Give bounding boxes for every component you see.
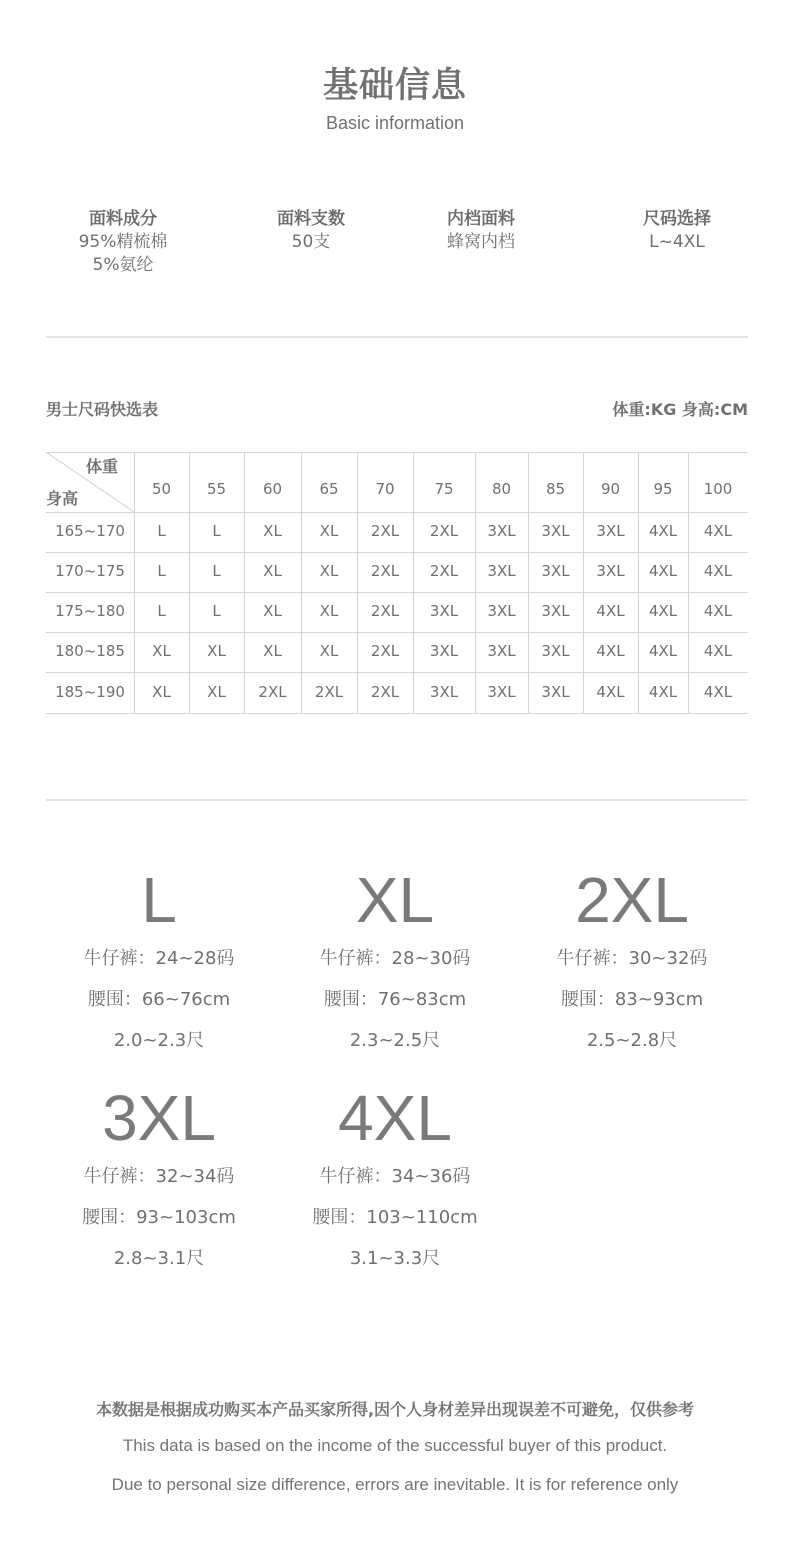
size-cell: 4XL xyxy=(596,642,625,660)
size-cell: XL xyxy=(152,642,171,660)
size-cell: L xyxy=(157,562,166,580)
size-cell: XL xyxy=(319,602,339,620)
table-row-line xyxy=(46,552,748,553)
size-cell: 2XL xyxy=(370,642,400,660)
size-cell: 4XL xyxy=(703,602,733,620)
chi-size: 2.8~3.1尺 xyxy=(113,1248,205,1269)
size-cell: 2XL xyxy=(370,602,400,620)
attr-size-range xyxy=(582,208,772,254)
height-header: 175~180 xyxy=(55,602,125,620)
table-row-line xyxy=(46,632,748,633)
table-row-line xyxy=(46,592,748,593)
size-cell: 4XL xyxy=(648,562,678,580)
attr-value: 50支 xyxy=(291,232,331,252)
attr-value: 5%氨纶 xyxy=(92,255,154,275)
size-table-title: 男士尺码快选表 xyxy=(46,400,159,419)
chi-size: 2.3~2.5尺 xyxy=(349,1030,441,1051)
disclaimer-cn: 本数据是根据成功购买本产品买家所得,因个人身材差异出现误差不可避免，仅供参考 xyxy=(95,1400,695,1419)
waist-size: 腰围：66~76cm xyxy=(87,989,231,1010)
attr-label: 尺码选择 xyxy=(643,209,711,229)
weight-header: 75 xyxy=(434,480,454,498)
attr-value: 蜂窝内档 xyxy=(447,232,515,252)
disclaimer-en-1: This data is based on the income of the successful buyer of this product. xyxy=(122,1436,668,1455)
weight-header: 55 xyxy=(206,480,227,498)
jeans-size: 牛仔裤：32~34码 xyxy=(83,1166,235,1187)
height-header: 170~175 xyxy=(55,562,125,580)
table-row-line xyxy=(46,672,748,673)
size-cell: 3XL xyxy=(487,682,516,701)
size-cell: 2XL xyxy=(258,682,287,701)
size-cell: XL xyxy=(319,522,339,540)
size-cell: 4XL xyxy=(596,602,625,620)
chi-size: 2.0~2.3尺 xyxy=(113,1030,205,1051)
size-cell: 3XL xyxy=(596,522,625,540)
size-cell: XL xyxy=(152,682,171,701)
jeans-size: 牛仔裤：24~28码 xyxy=(83,948,235,969)
jeans-size: 牛仔裤：28~30码 xyxy=(319,948,471,969)
divider xyxy=(46,799,748,801)
attr-lining-fabric xyxy=(386,208,576,254)
size-cell: 4XL xyxy=(703,642,733,660)
size-cell: L xyxy=(157,602,166,620)
size-cell: 3XL xyxy=(487,522,516,540)
attr-label: 面料支数 xyxy=(277,209,345,229)
size-label: 4XL xyxy=(338,1082,452,1154)
weight-header: 70 xyxy=(375,480,395,498)
weight-header: 65 xyxy=(319,480,339,498)
size-cell: 4XL xyxy=(648,602,678,620)
size-table-units: 体重:KG 身高:CM xyxy=(612,400,748,419)
waist-size: 腰围：93~103cm xyxy=(82,1207,236,1228)
weight-header: 60 xyxy=(262,480,283,498)
size-cell: 2XL xyxy=(370,562,400,580)
size-cell: 2XL xyxy=(370,682,400,701)
size-cell: L xyxy=(212,602,221,620)
divider xyxy=(46,336,748,338)
size-label: 3XL xyxy=(102,1082,216,1154)
size-cell: L xyxy=(212,562,221,580)
size-cell: XL xyxy=(207,642,226,660)
size-cell: XL xyxy=(207,682,226,701)
size-cell: XL xyxy=(319,642,339,660)
size-label: XL xyxy=(355,864,435,936)
jeans-size: 牛仔裤：34~36码 xyxy=(319,1166,471,1187)
weight-header: 90 xyxy=(600,480,621,498)
table-row-line xyxy=(46,713,748,714)
size-cell: 3XL xyxy=(429,602,459,620)
size-block-l xyxy=(39,864,279,1061)
corner-weight-label: 体重 xyxy=(86,457,119,476)
page-title: 基础信息 xyxy=(322,66,467,106)
size-cell: 4XL xyxy=(596,682,625,701)
size-cell: 4XL xyxy=(703,682,733,701)
size-cell: 4XL xyxy=(648,642,678,660)
chi-size: 2.5~2.8尺 xyxy=(586,1030,678,1051)
size-cell: 3XL xyxy=(487,602,516,620)
jeans-size: 牛仔裤：30~32码 xyxy=(556,948,708,969)
height-header: 165~170 xyxy=(55,522,125,540)
size-block-4xl xyxy=(275,1082,515,1279)
attr-label: 内档面料 xyxy=(447,209,515,229)
height-header: 185~190 xyxy=(55,682,125,701)
attr-fabric-composition xyxy=(28,208,218,277)
size-cell: 2XL xyxy=(429,562,459,580)
attr-value: 95%精梳棉 xyxy=(78,232,168,252)
size-label: L xyxy=(141,864,177,936)
size-cell: XL xyxy=(263,602,282,620)
weight-header: 80 xyxy=(491,480,512,498)
size-cell: 2XL xyxy=(314,682,344,701)
size-cell: 4XL xyxy=(648,522,678,540)
size-cell: 3XL xyxy=(541,522,570,540)
attr-label: 面料成分 xyxy=(89,209,157,229)
size-cell: L xyxy=(212,522,221,540)
weight-header: 50 xyxy=(151,480,172,498)
size-cell: 4XL xyxy=(703,522,733,540)
size-cell: 4XL xyxy=(703,562,733,580)
size-cell: XL xyxy=(263,642,282,660)
size-cell: 3XL xyxy=(596,562,625,580)
size-block-xl xyxy=(275,864,515,1061)
size-cell: 3XL xyxy=(541,642,570,660)
table-row-line xyxy=(46,452,748,453)
size-cell: 3XL xyxy=(429,682,459,701)
size-cell: 3XL xyxy=(541,562,570,580)
size-label: 2XL xyxy=(575,864,689,936)
waist-size: 腰围：103~110cm xyxy=(312,1207,478,1228)
chi-size: 3.1~3.3尺 xyxy=(349,1248,441,1269)
size-cell: XL xyxy=(319,562,339,580)
table-row-line xyxy=(46,512,748,513)
size-cell: XL xyxy=(263,562,282,580)
size-cell: L xyxy=(157,522,166,540)
size-table xyxy=(46,452,748,714)
waist-size: 腰围：76~83cm xyxy=(323,989,467,1010)
size-cell: 3XL xyxy=(487,562,516,580)
size-cell: 2XL xyxy=(429,522,459,540)
size-cell: 4XL xyxy=(648,682,678,701)
size-cell: 3XL xyxy=(429,642,459,660)
size-cell: 3XL xyxy=(541,602,570,620)
corner-height-label: 身高 xyxy=(46,489,79,508)
size-cell: XL xyxy=(263,522,282,540)
weight-header: 95 xyxy=(653,480,673,498)
weight-header: 100 xyxy=(703,480,733,498)
height-header: 180~185 xyxy=(55,642,125,660)
size-block-3xl xyxy=(39,1082,279,1279)
attr-value: L~4XL xyxy=(649,232,705,252)
size-cell: 3XL xyxy=(487,642,516,660)
page-subtitle: Basic information xyxy=(325,113,465,133)
size-cell: 3XL xyxy=(541,682,570,701)
size-block-2xl xyxy=(512,864,752,1061)
disclaimer-en-2: Due to personal size difference, errors are inevitable. It is for reference only xyxy=(111,1475,679,1494)
size-cell: 2XL xyxy=(370,522,400,540)
attr-fabric-count xyxy=(216,208,406,254)
weight-header: 85 xyxy=(545,480,566,498)
waist-size: 腰围：83~93cm xyxy=(560,989,704,1010)
